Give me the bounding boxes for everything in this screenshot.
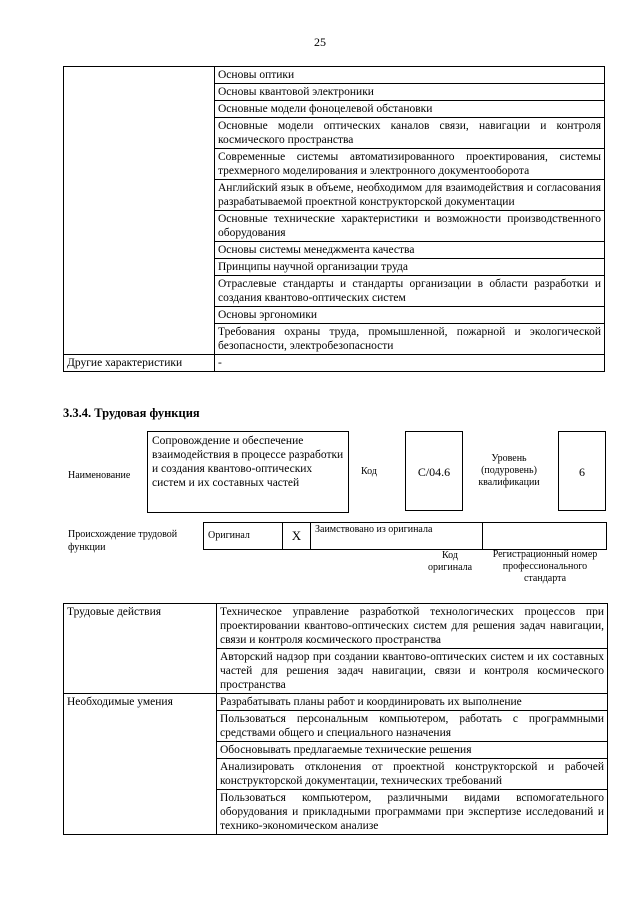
- knowledge-item: Отраслевые стандарты и стандарты организации в области разработки и создания квантово-оптических систем: [215, 276, 605, 307]
- knowledge-label-cell: [64, 67, 215, 355]
- knowledge-item: Английский язык в объеме, необходимом для взаимодействия и согласования разрабатываемой проектной конструкторской документации: [215, 180, 605, 211]
- origin-label: Происхождение трудовой функции: [68, 529, 178, 553]
- skill-item: Анализировать отклонения от проектной конструкторской и рабочей конструкторской документации, технических требований: [217, 759, 608, 790]
- skill-item: Пользоваться персональным компьютером, работать с программными средствами общего и специального назначения: [217, 711, 608, 742]
- knowledge-item: Основы эргономики: [215, 307, 605, 324]
- knowledge-item: Основы квантовой электроники: [215, 84, 605, 101]
- function-name-value: Сопровождение и обеспечение взаимодействия в процессе разработки и создания квантово-оптических систем и их составных частей: [147, 431, 349, 513]
- required-skills-label: Необходимые умения: [64, 694, 217, 835]
- skill-item: Обосновывать предлагаемые технические решения: [217, 742, 608, 759]
- labor-action-item: Техническое управление разработкой технологических процессов при проектировании квантово-оптических систем для решения задач навигации, связи и контроля космического пространства: [217, 604, 608, 649]
- knowledge-item: Основные технические характеристики и возможности производственного оборудования: [215, 211, 605, 242]
- origin-table: [203, 522, 607, 550]
- knowledge-item: Основы системы менеджмента качества: [215, 242, 605, 259]
- knowledge-item: Требования охраны труда, промышленной, пожарной и экологической безопасности, электробезопасности: [215, 324, 605, 355]
- origin-reg-cell: [483, 523, 607, 550]
- knowledge-item: Основы оптики: [215, 67, 605, 84]
- origin-mark: X: [283, 523, 311, 550]
- other-characteristics-value: -: [215, 355, 605, 372]
- skill-item: Разрабатывать планы работ и координировать их выполнение: [217, 694, 608, 711]
- function-code-value: С/04.6: [405, 431, 463, 511]
- section-title: 3.3.4. Трудовая функция: [63, 406, 200, 420]
- other-characteristics-label: Другие характеристики: [64, 355, 215, 372]
- knowledge-item: Основные модели фоноцелевой обстановки: [215, 101, 605, 118]
- origin-borrowed-cell: Заимствовано из оригинала: [311, 523, 483, 550]
- knowledge-item: Основные модели оптических каналов связи, навигации и контроля космического пространства: [215, 118, 605, 149]
- page-number: 25: [314, 35, 326, 49]
- qualification-level-value: 6: [558, 431, 606, 511]
- origin-original-cell: Оригинал: [204, 523, 283, 550]
- labor-actions-label: Трудовые действия: [64, 604, 217, 694]
- function-details-table: [63, 603, 608, 835]
- qualification-level-label: Уровень (подуровень) квалификации: [478, 453, 540, 488]
- function-name-label: Наименование: [68, 470, 131, 481]
- knowledge-item: Принципы научной организации труда: [215, 259, 605, 276]
- skill-item: Пользоваться компьютером, различными видами вспомогательного оборудования и прикладными программами при экспертизе исследований и технико-экономическом анализе: [217, 790, 608, 835]
- knowledge-table: [63, 66, 605, 372]
- registration-number-label: Регистрационный номер профессионального стандарта: [492, 549, 598, 584]
- knowledge-item: Современные системы автоматизированного проектирования, системы трехмерного моделирования и электронного документооборота: [215, 149, 605, 180]
- labor-action-item: Авторский надзор при создании квантово-оптических систем и их составных частей для решения задач навигации, связи и контроля космического пространства: [217, 649, 608, 694]
- function-code-label: Код: [361, 466, 377, 477]
- code-original-label: Код оригинала: [427, 550, 473, 573]
